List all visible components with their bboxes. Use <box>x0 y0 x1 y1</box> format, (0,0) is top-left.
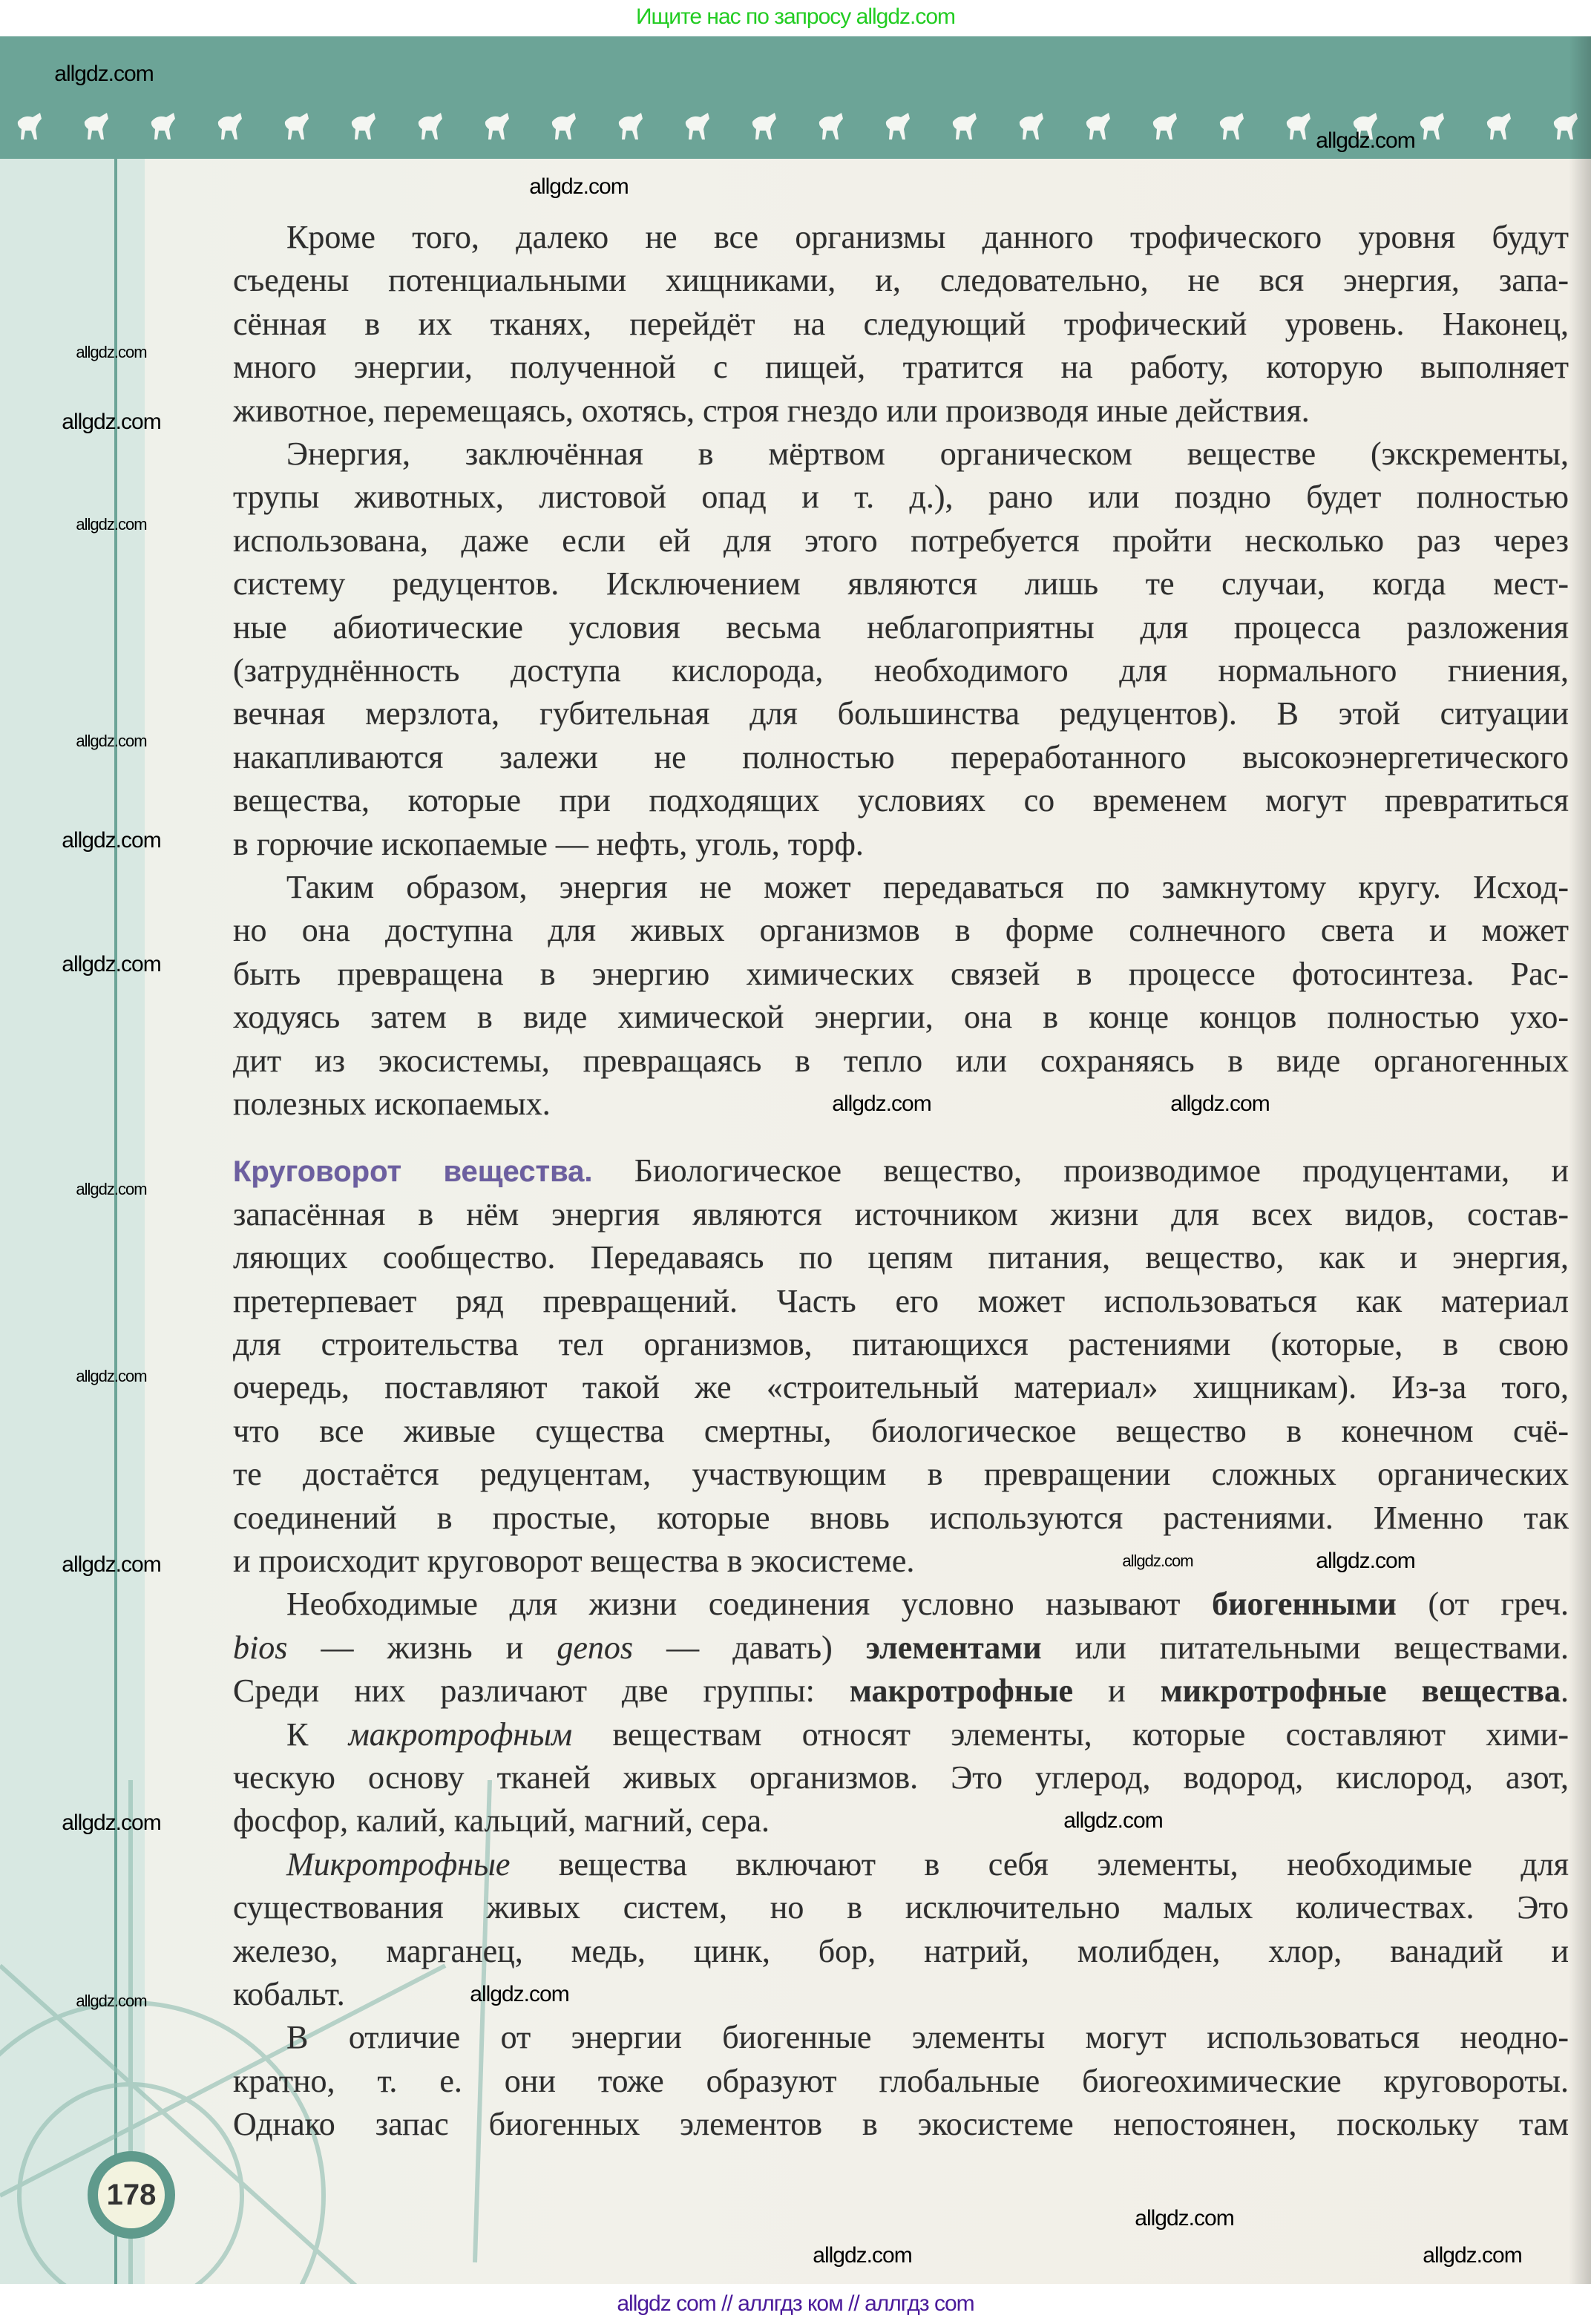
watermark: allgdz.com <box>1063 1808 1163 1833</box>
top-banner <box>0 0 1591 36</box>
text-line <box>233 1497 1569 1540</box>
text-span: запасённая в нём энергия являются источником жизни для всех видов, состав- <box>233 1195 1569 1232</box>
italic-term: bios <box>233 1629 288 1666</box>
text-span: Среди них различают две группы: <box>233 1673 850 1710</box>
text-line <box>233 823 1569 866</box>
text-line <box>233 562 1569 605</box>
watermark: allgdz.com <box>1316 1549 1415 1573</box>
text-line <box>233 1366 1569 1409</box>
section-heading-line <box>233 1149 1569 1193</box>
animal-silhouette-icon <box>1150 107 1180 142</box>
text-span: ческую основу тканей живых организмов. Это углерод, водород, кислород, азот, <box>233 1759 1569 1796</box>
text-line <box>233 1410 1569 1453</box>
text-span: животное, перемещаясь, охотясь, строя гнездо или производя иные действия. <box>233 392 1310 429</box>
text-span: (затруднённость доступа кислорода, необходимого для нормального гниения, <box>233 652 1569 689</box>
animal-silhouette-icon <box>1017 107 1046 142</box>
text-line <box>233 346 1569 389</box>
text-span: ходуясь затем в виде химической энергии, она в конце концов полностью ухо- <box>233 999 1569 1036</box>
animal-silhouette-icon <box>1484 107 1514 142</box>
text-span: съедены потенциальными хищниками, и, следовательно, не вся энергия, запа- <box>233 262 1569 299</box>
text-span: полезных ископаемых. <box>233 1086 551 1122</box>
watermark: allgdz.com <box>76 1992 147 2010</box>
page-fold-shadow <box>1569 36 1591 2284</box>
watermark: allgdz.com <box>832 1092 931 1116</box>
textbook-page <box>0 36 1591 2284</box>
text-span: Кроме того, далеко не все организмы данного трофического уровня будут <box>286 219 1569 255</box>
text-line <box>233 1670 1569 1713</box>
text-line <box>233 1040 1569 1083</box>
text-span: вещества, которые при подходящих условиях со временем могут превратиться <box>233 782 1569 819</box>
animal-silhouette-icon <box>616 107 646 142</box>
animal-silhouette-icon <box>683 107 712 142</box>
watermark: allgdz.com <box>62 1811 161 1835</box>
text-span: что все живые существа смертны, биологическое вещество в конечном счё- <box>233 1412 1569 1449</box>
text-line <box>233 1799 1569 1842</box>
animal-silhouette-icon <box>416 107 445 142</box>
animal-silhouette-icon <box>15 107 45 142</box>
text-span: Биологическое вещество, производимое продуцентами, и <box>592 1152 1569 1189</box>
watermark: allgdz.com <box>470 1982 569 2006</box>
text-line <box>233 519 1569 562</box>
page-number: 178 <box>88 2151 175 2239</box>
text-span: . <box>1561 1673 1569 1710</box>
text-span: претерпевает ряд превращений. Часть его может использоваться как материал <box>233 1282 1569 1319</box>
bold-term: макротрофные <box>849 1673 1074 1710</box>
text-span: ные абиотические условия весьма неблагоприятны для процесса разложения <box>233 608 1569 646</box>
text-span: и происходит круговорот вещества в экосистеме. <box>233 1543 915 1579</box>
text-span: те достаётся редуцентам, участвующим в превращении сложных органических <box>233 1456 1569 1493</box>
text-line <box>233 1193 1569 1236</box>
section-heading: Круговорот вещества. <box>233 1155 593 1189</box>
text-line <box>233 779 1569 822</box>
text-line <box>233 216 1569 259</box>
animal-silhouette-icon <box>1217 107 1247 142</box>
bold-term: биогенными <box>1212 1586 1397 1623</box>
watermark: allgdz.com <box>54 62 154 86</box>
italic-term: макротрофным <box>348 1716 573 1753</box>
text-line <box>233 1323 1569 1366</box>
watermark: allgdz.com <box>76 732 147 750</box>
text-line <box>233 2060 1569 2103</box>
text-line <box>233 433 1569 476</box>
bold-term: элементами <box>865 1629 1042 1666</box>
text-span: К <box>286 1716 349 1753</box>
text-line <box>233 1756 1569 1799</box>
animal-silhouette-icon <box>950 107 980 142</box>
watermark: allgdz.com <box>1423 2243 1522 2268</box>
text-span: (от греч. <box>1396 1586 1569 1623</box>
animal-silhouette-icon <box>282 107 312 142</box>
watermark: allgdz.com <box>62 410 161 434</box>
footer-banner: allgdz com // аллгдз ком // аллгдз com <box>0 2284 1591 2320</box>
animal-silhouette-icon <box>549 107 579 142</box>
text-span: кобальт. <box>233 1976 345 2012</box>
animal-silhouette-icon <box>883 107 913 142</box>
text-span: — жизнь и <box>287 1629 557 1666</box>
text-span: или питательными веществами. <box>1041 1629 1569 1666</box>
text-span: кратно, т. е. они тоже образуют глобальные биогеохимические круговороты. <box>233 2062 1569 2099</box>
text-line <box>233 736 1569 779</box>
text-line <box>233 953 1569 996</box>
text-line <box>233 1236 1569 1279</box>
text-line <box>233 1627 1569 1670</box>
text-span: и <box>1073 1673 1161 1710</box>
bold-term: микротрофные вещества <box>1160 1673 1561 1710</box>
italic-term: genos <box>557 1629 634 1666</box>
text-span: ляющих сообщество. Передаваясь по цепям питания, вещество, как и энергия, <box>233 1239 1569 1276</box>
text-line <box>233 606 1569 649</box>
text-line <box>233 996 1569 1039</box>
italic-term: Микротрофные <box>286 1845 511 1882</box>
text-line <box>233 2016 1569 2059</box>
text-span: но она доступна для живых организмов в форме солнечного света и может <box>233 912 1569 949</box>
watermark: allgdz.com <box>76 343 147 361</box>
text-span: соединений в простые, которые вновь используются растениями. Именно так <box>233 1499 1569 1536</box>
watermark: allgdz.com <box>1135 2206 1234 2231</box>
text-span: использована, даже если ей для этого потребуется пройти несколько раз через <box>233 522 1569 559</box>
animal-silhouette-icon <box>349 107 378 142</box>
text-span: железо, марганец, медь, цинк, бор, натрий, молибден, хлор, ванадий и <box>233 1932 1569 1969</box>
animal-silhouette-icon <box>816 107 846 142</box>
text-span: веществам относят элементы, которые составляют хими- <box>572 1716 1569 1753</box>
text-span: очередь, поставляют такой же «строительный материал» хищникам). Из-за того, <box>233 1369 1569 1406</box>
text-line <box>233 692 1569 735</box>
animal-silhouette-icon <box>1284 107 1313 142</box>
text-line <box>233 1973 1569 2016</box>
watermark: allgdz.com <box>529 174 629 199</box>
text-span: Энергия, заключённая в мёртвом органическом веществе (экскременты, <box>286 436 1569 472</box>
text-line <box>233 866 1569 909</box>
text-line <box>233 1280 1569 1323</box>
text-span: — давать) <box>633 1629 866 1666</box>
animal-silhouette-icon <box>1417 107 1447 142</box>
text-line <box>233 1453 1569 1496</box>
text-span: в горючие ископаемые — нефть, уголь, торф. <box>233 825 864 862</box>
text-line <box>233 1843 1569 1886</box>
text-line <box>233 390 1569 433</box>
text-line <box>233 2103 1569 2146</box>
text-span: Необходимые для жизни соединения условно называют <box>286 1586 1213 1623</box>
text-span: Таким образом, энергия не может передаваться по замкнутому кругу. Исход- <box>286 869 1569 905</box>
text-line <box>233 909 1569 952</box>
text-line <box>233 303 1569 346</box>
watermark: allgdz.com <box>1170 1092 1270 1116</box>
animal-silhouette-icon <box>82 107 111 142</box>
text-line <box>233 476 1569 519</box>
animal-silhouette-icon <box>482 107 512 142</box>
text-line <box>233 1713 1569 1756</box>
watermark: allgdz.com <box>1122 1552 1193 1570</box>
text-line <box>233 649 1569 692</box>
animal-silhouette-icon <box>148 107 178 142</box>
animal-silhouette-icon <box>1083 107 1113 142</box>
text-span: вечная мерзлота, губительная для большинства редуцентов). В этой ситуации <box>233 695 1569 732</box>
animal-silhouette-icon <box>749 107 779 142</box>
text-span: вещества включают в себя элементы, необходимые для <box>510 1845 1569 1882</box>
text-span: фосфор, калий, кальций, магний, сера. <box>233 1802 770 1839</box>
text-line <box>233 259 1569 302</box>
text-span: накапливаются залежи не полностью переработанного высокоэнергетического <box>233 738 1569 775</box>
text-line <box>233 1886 1569 1929</box>
watermark: allgdz.com <box>1316 128 1415 153</box>
text-line <box>233 1583 1569 1626</box>
watermark: allgdz.com <box>62 952 161 976</box>
watermark: allgdz.com <box>76 515 147 534</box>
text-span: систему редуцентов. Исключением являются лишь те случаи, когда мест- <box>233 565 1569 603</box>
watermark: allgdz.com <box>62 828 161 853</box>
watermark: allgdz.com <box>62 1552 161 1577</box>
text-span: сённая в их тканях, перейдёт на следующий трофический уровень. Наконец, <box>233 305 1569 342</box>
text-span: существования живых систем, но в исключительно малых количествах. Это <box>233 1889 1569 1926</box>
watermark: allgdz.com <box>76 1180 147 1198</box>
watermark: allgdz.com <box>76 1367 147 1385</box>
text-line <box>233 1930 1569 1973</box>
watermark: allgdz.com <box>813 2243 912 2268</box>
text-span: трупы животных, листовой опад и т. д.), рано или поздно будет полностью <box>233 479 1569 516</box>
animal-silhouette-icon <box>215 107 245 142</box>
text-span: для строительства тел организмов, питающихся растениями (которые, в свою <box>233 1326 1569 1362</box>
text-span: дит из экосистемы, превращаясь в тепло или сохраняясь в виде органогенных <box>233 1042 1569 1079</box>
text-span: В отличие от энергии биогенные элементы могут использоваться неодно- <box>286 2019 1569 2056</box>
text-span: много энергии, полученной с пищей, тратится на работу, которую выполняет <box>233 349 1569 386</box>
text-span: быть превращена в энергию химических связей в процессе фотосинтеза. Рас- <box>233 955 1569 992</box>
text-span: Однако запас биогенных элементов в экосистеме непостоянен, поскольку там <box>233 2106 1569 2143</box>
top-banner-text: Ищите нас по запросу allgdz.com <box>635 4 956 29</box>
